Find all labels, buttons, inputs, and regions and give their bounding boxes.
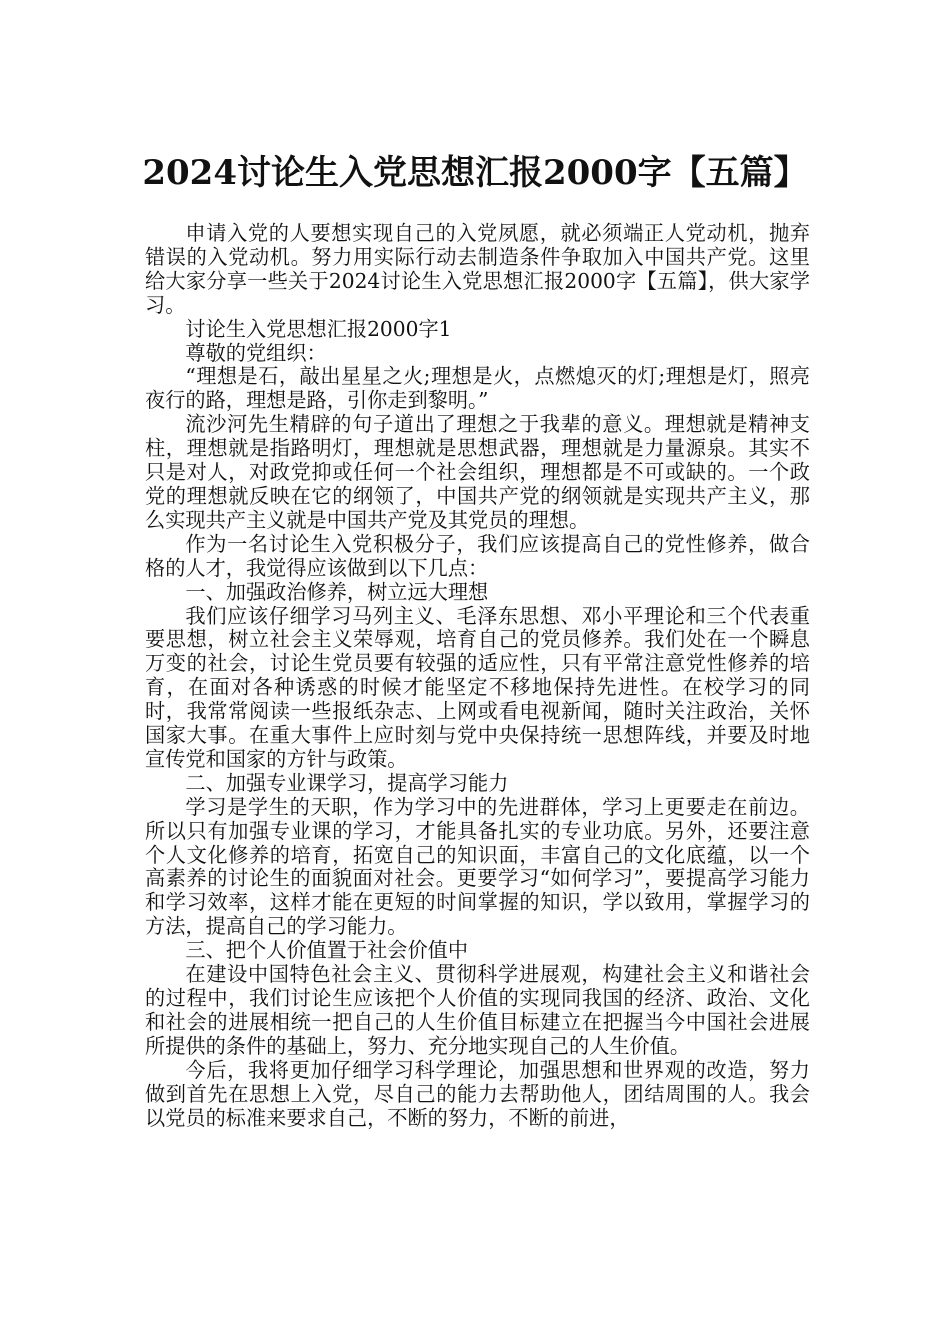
body-paragraph: 学习是学生的天职，作为学习中的先进群体，学习上更要走在前边。所以只有加强专业课的学习，才能具备扎实的专业功底。另外，还要注意个人文化修养的培育，拓宽自己的知识面，丰富自己的文化底蕴，以一个高素养的讨论生的面貌面对社会。更要学习“如何学习”，要提高学习能力和学习效率，这样才能在更短的时间掌握的知识，学以致用，掌握学习的方法，提高自己的学习能力。 [145, 794, 810, 939]
intro-paragraph: 申请入党的人要想实现自己的入党夙愿，就必须端正人党动机，抛弃错误的入党动机。努力用实际行动去制造条件争取加入中国共产党。这里给大家分享一些关于2024讨论生入党思想汇报2000字【五篇】，供大家学习。 [145, 221, 810, 317]
body-paragraph: 今后，我将更加仔细学习科学理论，加强思想和世界观的改造，努力做到首先在思想上入党，尽自己的能力去帮助他人，团结周围的人。我会以党员的标准来要求自己，不断的努力，不断的前进， [145, 1057, 810, 1130]
document-body [145, 222, 810, 1130]
subheading: 一、加强政治修养，树立远大理想 [185, 579, 489, 604]
quote-paragraph: “理想是石，敲出星星之火;理想是火，点燃熄灭的灯;理想是灯，照亮夜行的路，理想是路，引你走到黎明。” [145, 364, 810, 413]
body-paragraph: 作为一名讨论生入党积极分子，我们应该提高自己的党性修养，做合格的人才，我觉得应该做到以下几点： [145, 531, 810, 580]
subheading: 二、加强专业课学习，提高学习能力 [185, 770, 509, 795]
subheading: 三、把个人价值置于社会价值中 [185, 938, 469, 963]
body-paragraph: 我们应该仔细学习马列主义、毛泽东思想、邓小平理论和三个代表重要思想，树立社会主义荣辱观，培育自己的党员修养。我们处在一个瞬息万变的社会，讨论生党员要有较强的适应性，只有平常注意党性修养的培育，在面对各种诱惑的时候才能坚定不移地保持先进性。在校学习的同时，我常常阅读一些报纸杂志、上网或看电视新闻，随时关注政治，关怀国家大事。在重大事件上应时刻与党中央保持统一思想阵线，并要及时地宣传党和国家的方针与政策。 [145, 603, 810, 771]
body-paragraph: 在建设中国特色社会主义、贯彻科学进展观，构建社会主义和谐社会的过程中，我们讨论生应该把个人价值的实现同我国的经济、政治、文化和社会的进展相统一把自己的人生价值目标建立在把握当今中国社会进展所提供的条件的基础上，努力、充分地实现自己的人生价值。 [145, 962, 810, 1058]
body-paragraph: 流沙河先生精辟的句子道出了理想之于我辈的意义。理想就是精神支柱，理想就是指路明灯，理想就是思想武器，理想就是力量源泉。其实不只是对人，对政党抑或任何一个社会组织，理想都是不可或缺的。一个政党的理想就反映在它的纲领了，中国共产党的纲领就是实现共产主义，那么实现共产主义就是中国共产党及其党员的理想。 [145, 412, 810, 532]
section-heading: 讨论生入党思想汇报2000字1 [185, 316, 452, 341]
document-title: 2024讨论生入党思想汇报2000字【五篇】 [142, 152, 808, 193]
salutation: 尊敬的党组织： [185, 340, 327, 365]
